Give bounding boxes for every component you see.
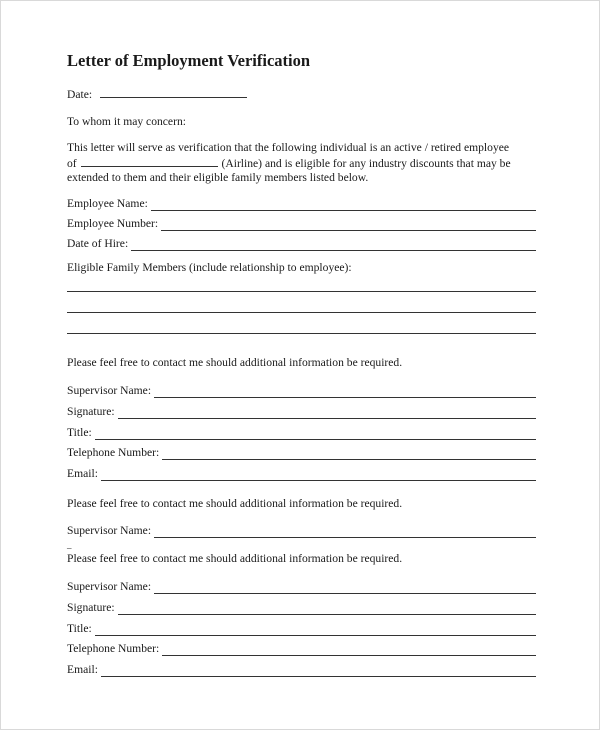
signature-label: Signature: [67,601,115,614]
employee-name-field[interactable] [151,199,536,211]
family-members-line-3[interactable] [67,333,536,334]
supervisor-name-field[interactable] [154,582,536,594]
telephone-label: Telephone Number: [67,642,160,655]
date-of-hire-row [67,237,536,251]
employee-number-label: Employee Number: [67,217,159,230]
email-row-3 [67,663,536,677]
date-of-hire-field[interactable] [131,239,536,251]
title-row-1 [67,426,536,440]
signature-label: Signature: [67,405,115,418]
signature-row-3 [67,601,536,615]
employee-number-field[interactable] [161,219,536,231]
employee-number-row [67,217,536,231]
family-members-line-2[interactable] [67,312,536,313]
email-field[interactable] [101,469,536,481]
contact-note-2: Please feel free to contact me should additional information be required. [67,497,403,510]
title-row-3 [67,622,536,636]
date-field[interactable] [100,97,247,98]
family-members-line-1[interactable] [67,291,536,292]
signature-field[interactable] [118,407,536,419]
family-members-label: Eligible Family Members (include relationship to employee): [67,261,352,274]
title-field[interactable] [95,624,536,636]
paragraph-line-1: This letter will serve as verification that the following individual is an active / retired employee [67,141,510,154]
supervisor-name-field[interactable] [154,526,536,538]
paragraph-line-2 [67,156,537,172]
stray-mark: _ [67,540,72,550]
supervisor-name-label: Supervisor Name: [67,524,152,537]
paragraph-prefix: of [67,156,77,170]
airline-field[interactable] [81,156,218,167]
document-title: Letter of Employment Verification [67,51,311,70]
contact-note-3: Please feel free to contact me should additional information be required. [67,552,403,565]
paragraph-line-3: extended to them and their eligible family members listed below. [67,171,369,184]
date-label: Date: [67,88,93,101]
title-field[interactable] [95,428,536,440]
supervisor-name-row-2 [67,524,536,538]
email-label: Email: [67,663,98,676]
email-field[interactable] [101,665,536,677]
title-label: Title: [67,622,92,635]
supervisor-name-field[interactable] [154,386,536,398]
supervisor-name-label: Supervisor Name: [67,384,152,397]
telephone-label: Telephone Number: [67,446,160,459]
signature-field[interactable] [118,603,536,615]
title-label: Title: [67,426,92,439]
email-label: Email: [67,467,98,480]
supervisor-name-label: Supervisor Name: [67,580,152,593]
telephone-row-3 [67,642,536,656]
telephone-field[interactable] [162,448,536,460]
telephone-row-1 [67,446,536,460]
email-row-1 [67,467,536,481]
signature-row-1 [67,405,536,419]
supervisor-name-row-3 [67,580,536,594]
telephone-field[interactable] [162,644,536,656]
employee-name-row [67,197,536,211]
verification-paragraph [67,141,537,186]
date-of-hire-label: Date of Hire: [67,237,129,250]
salutation: To whom it may concern: [67,115,186,128]
contact-note-1: Please feel free to contact me should additional information be required. [67,356,403,369]
supervisor-name-row-1 [67,384,536,398]
employee-name-label: Employee Name: [67,197,148,210]
paragraph-suffix: (Airline) and is eligible for any industry discounts that may be [221,156,511,170]
